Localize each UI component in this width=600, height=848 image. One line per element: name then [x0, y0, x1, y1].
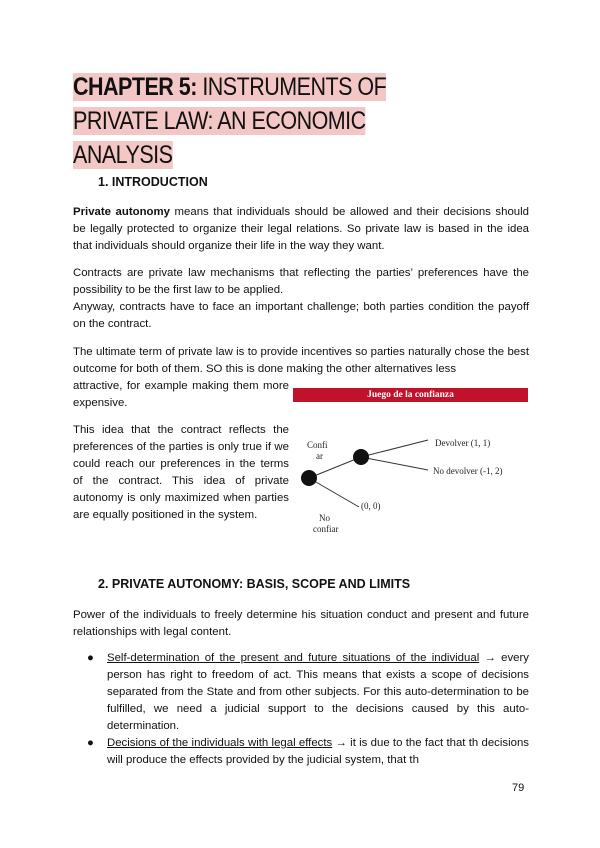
bullet-icon: ●: [87, 652, 94, 664]
label-no-devolver: No devolver (-1, 2): [433, 466, 503, 476]
bullet-text: → every person has right to freedom of act. This means that exists a scope of decisions separated from the State and from other subjects. For this auto-determination to be fulfilled, we need a judicial support to the decisions caused by this auto-determination.: [107, 652, 530, 732]
paragraph-private-autonomy: [73, 204, 529, 255]
node-player-2: [353, 449, 369, 465]
section-heading-introduction: 1. INTRODUCTION: [98, 175, 208, 189]
node-player-1: [301, 470, 317, 486]
label-no-confiar: No: [319, 513, 330, 523]
bullet-term: Self-determination of the present and future situations of the individual: [107, 652, 480, 664]
edge-no-confiar: [309, 478, 359, 507]
paragraph-ultimate-term: The ultimate term of private law is to provide incentives so parties naturally chose the best outcome for both of them. SO this is done making the other alternatives less: [73, 346, 529, 375]
trust-game-diagram: [295, 425, 530, 540]
label-zero-payoff: (0, 0): [361, 501, 381, 511]
contracts-text: Contracts are private law mechanisms that reflecting the parties’ preferences have the possibility to be the first law to be applied.: [73, 267, 529, 296]
paragraph-power-of-individuals: Power of the individuals to freely determine his situation conduct and present and future relationships with legal content.: [73, 609, 529, 638]
bullet-icon: ●: [87, 737, 94, 749]
edge-no-devolver: [361, 457, 428, 470]
page-number: 79: [512, 782, 525, 794]
contracts-challenge-text: Anyway, contracts have to face an important challenge; both parties condition the payoff on the contract.: [73, 301, 529, 330]
chapter-title-text: INSTRUMENTS OF PRIVATE LAW: AN ECONOMIC ANALYSIS: [73, 73, 387, 169]
paragraph-ultimate-term-cont: attractive, for example making them more expensive.: [73, 380, 289, 409]
game-tree: [295, 425, 530, 540]
section-heading-private-autonomy: 2. PRIVATE AUTONOMY: BASIS, SCOPE AND LIMITS: [98, 577, 411, 591]
chapter-title: [73, 70, 469, 172]
paragraph-preferences: This idea that the contract reflects the preferences of the parties is only true if we could reach our preferences in the terms of the contract. This idea of private autonomy is only maximized when parties are equally positioned in the system.: [73, 424, 289, 521]
label-confiar: Confi: [307, 440, 328, 450]
private-autonomy-term: Private autonomy: [73, 206, 170, 218]
bullet-term: Decisions of the individuals with legal effects: [107, 737, 333, 749]
private-autonomy-text: means that individuals should be allowed and their decisions should be legally protected to organize their legal relations. So private law is based in the idea that individuals should organize their life in the way they want.: [73, 206, 529, 252]
list-item: [73, 735, 529, 769]
edge-devolver: [361, 440, 428, 457]
label-confiar-2: ar: [316, 451, 323, 461]
label-devolver: Devolver (1, 1): [435, 438, 491, 448]
list-item: [73, 650, 529, 735]
chapter-number: CHAPTER 5:: [73, 73, 197, 101]
trust-game-title: Juego de la confianza: [293, 388, 528, 402]
bullet-text: → it is due to the fact that th decisions will produce the effects provided by the judicial system, that th: [107, 737, 529, 766]
paragraph-contracts: [73, 265, 529, 333]
label-no-confiar-2: confiar: [313, 524, 339, 534]
bullet-list: [73, 650, 529, 769]
